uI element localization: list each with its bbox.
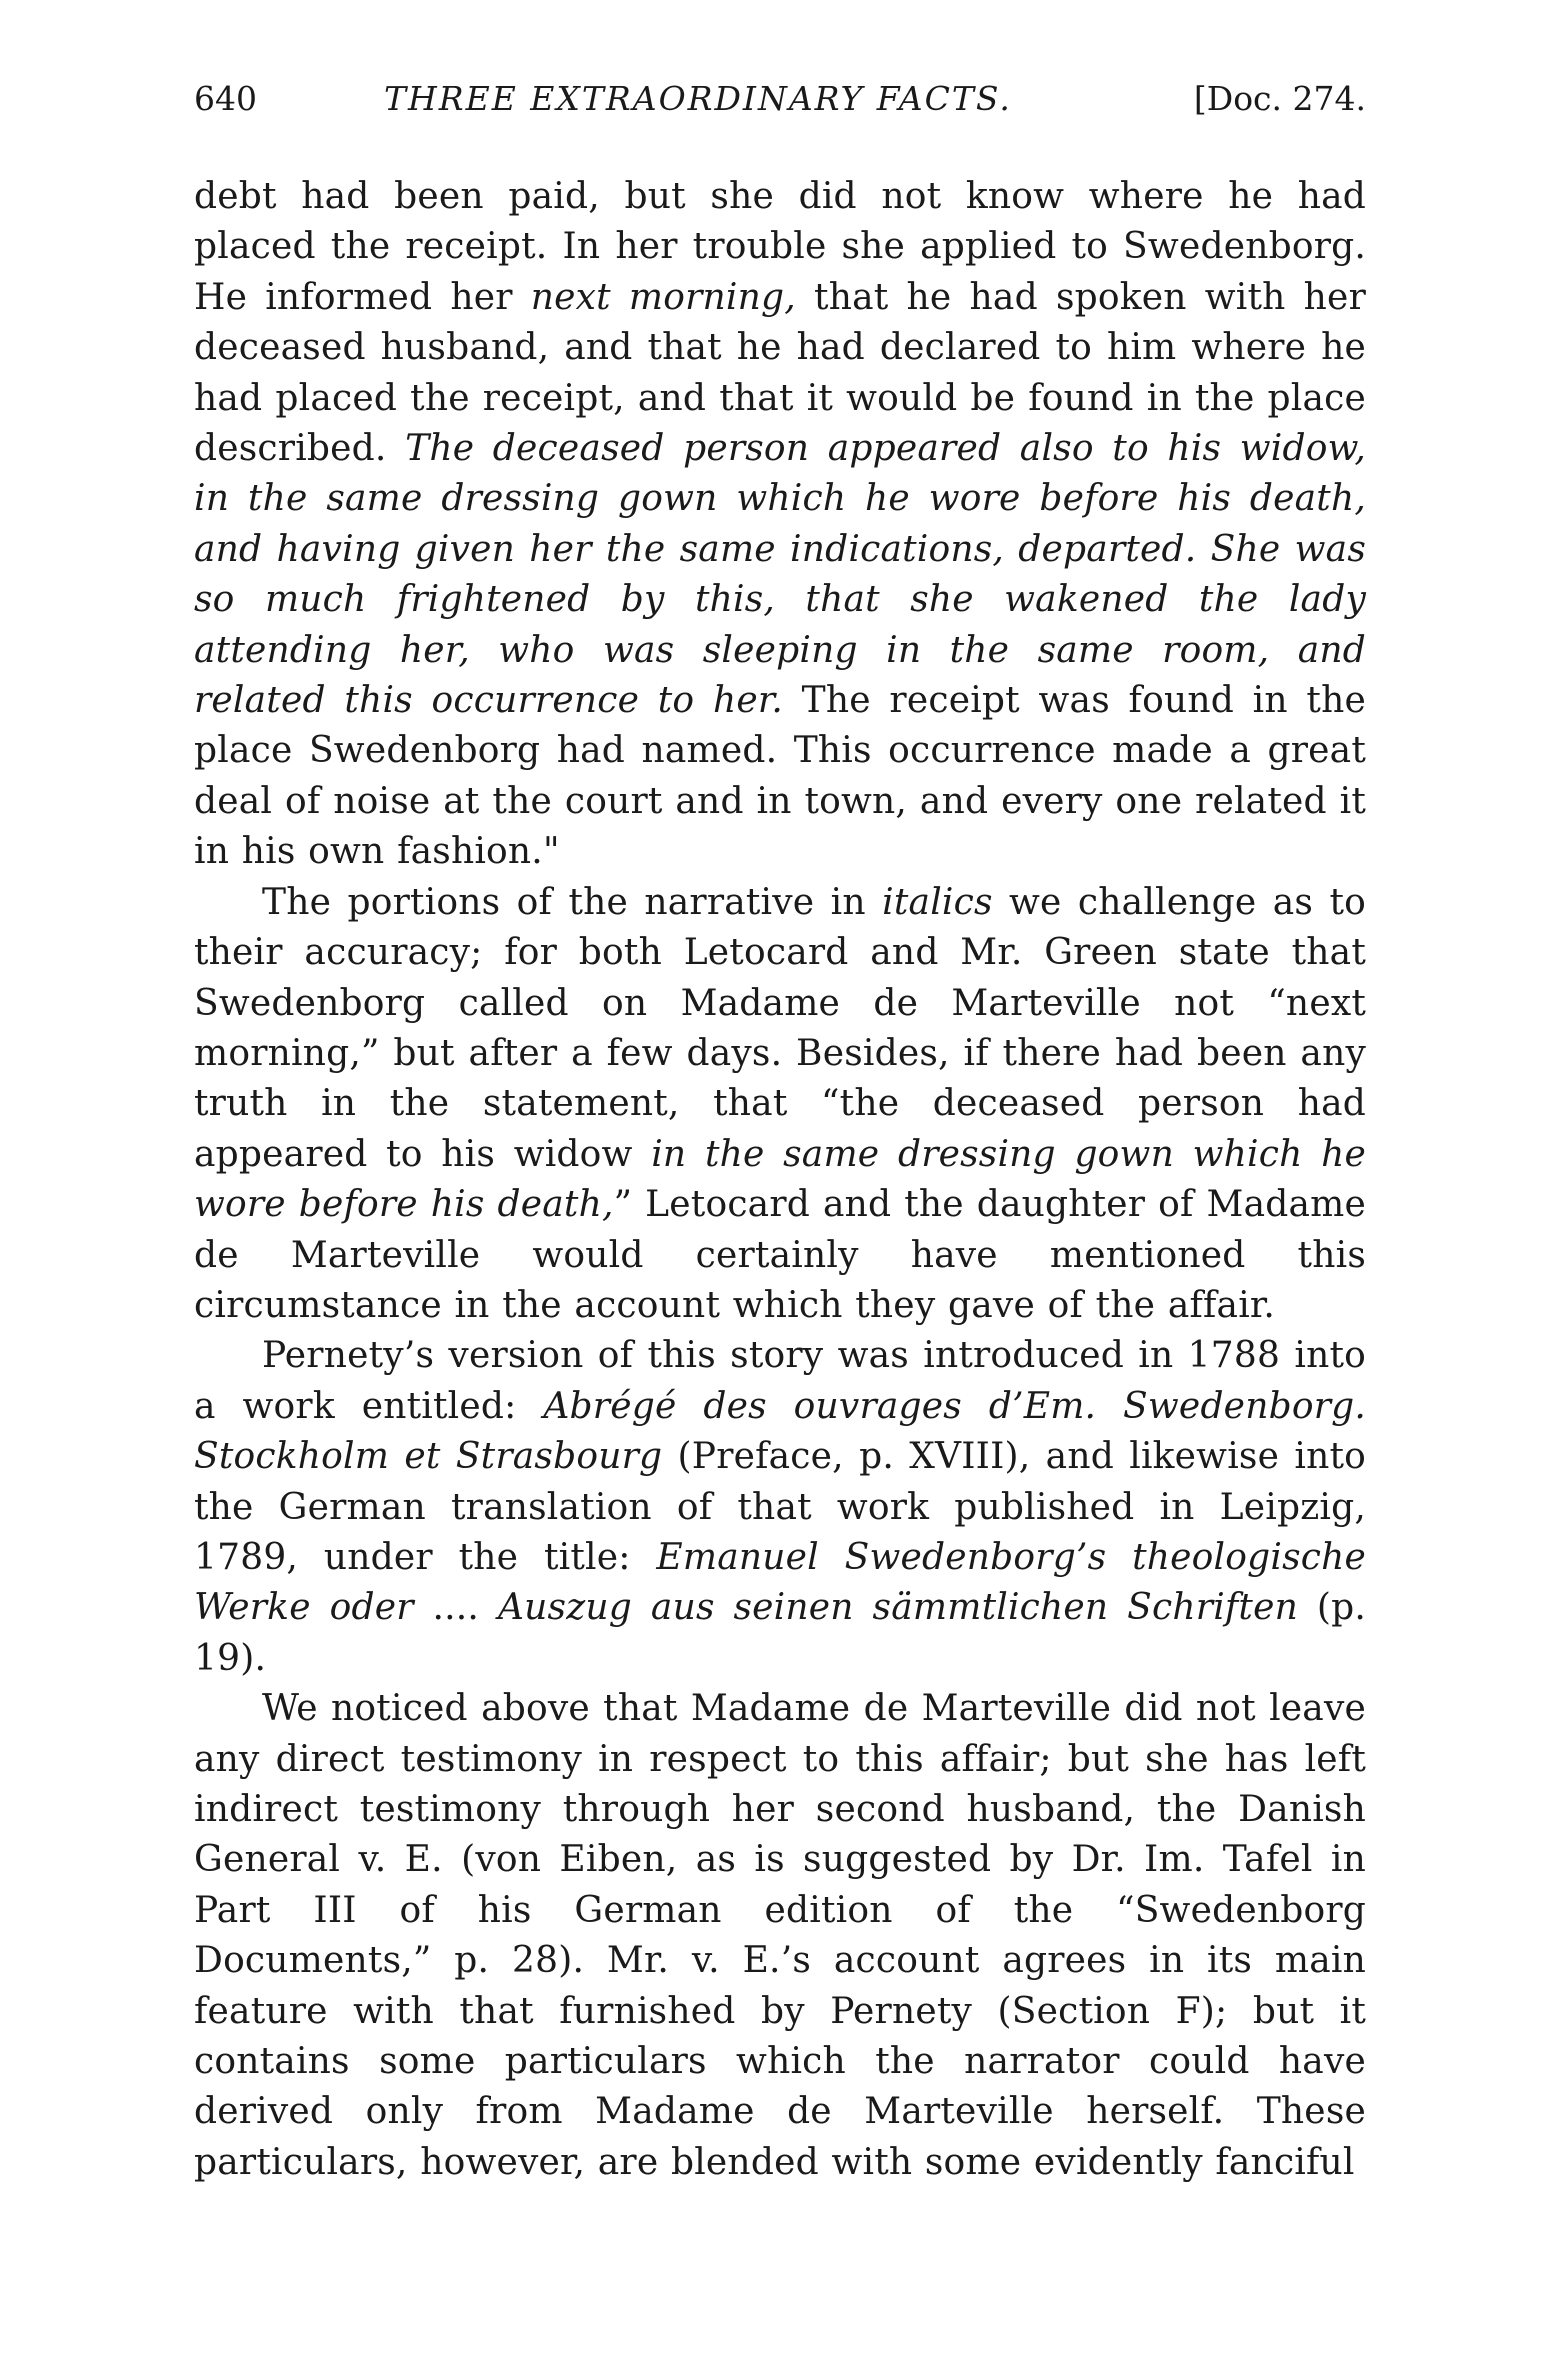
- text-run: The portions of the narrative in: [262, 881, 883, 923]
- text-run: we challenge as to their accuracy; for both Letocard and Mr. Green state that Swedenborg called on Madame de Marteville not “next morning,” but after a few days. Besides, if there had been any truth in the statement, that “the deceased person had appeared to his widow: [194, 881, 1367, 1175]
- running-header: [194, 70, 1366, 128]
- page-number: 640: [194, 79, 257, 118]
- text-run: ....: [413, 1587, 498, 1629]
- paragraph-3: [194, 1331, 1366, 1684]
- body-text: [194, 172, 1366, 2188]
- document-reference: [Doc. 274.: [1193, 79, 1366, 118]
- italic-text: Emanuel Swedenborg’s theologische Werke oder: [194, 1536, 1366, 1629]
- text-run: The receipt was found in the place Swedenborg had named. This occurrence made a great deal of noise at the court and in town, and every one related it in his own fashion.": [194, 680, 1366, 873]
- text-run: that he had spoken with her deceased husband, and that he had declared to him where he had placed the receipt, and that it would be found in the place described.: [194, 276, 1366, 470]
- italic-text: Abrégé des ouvrages d’Em. Swedenborg. Stockholm et Strasbourg: [194, 1385, 1366, 1478]
- text-run: We noticed above that Madame de Marteville did not leave any direct testimony in respect to this affair; but she has left indirect testimony through her second husband, the Danish General v. E. (von Eiben, as is suggested by Dr. Im. Tafel in Part III of his German edition of the “Swedenborg Documents,” p. 28). Mr. v. E.’s account agrees in its main feature with that furnished by Pernety (Section F); but it contains some particulars which the narrator could have derived only from Madame de Marteville herself. These particulars, however, are blended with some evidently fanciful: [194, 1688, 1366, 2183]
- text-run: debt had been paid, but she did not know where he had placed the receipt. In her trouble she applied to Swedenborg. He informed her: [194, 176, 1366, 318]
- text-run: (Preface, p. XVIII), and likewise into the German translation of that work published in Leipzig, 1789, under the title:: [194, 1436, 1367, 1578]
- paragraph-2: [194, 878, 1366, 1332]
- paragraph-1: [194, 172, 1366, 878]
- running-title: THREE EXTRAORDINARY FACTS.: [384, 79, 1012, 118]
- italic-text: next morning,: [530, 276, 796, 318]
- text-run: Pernety’s version of this story was introduced in 1788 into a work entitled:: [194, 1335, 1366, 1427]
- paragraph-4: [194, 1684, 1366, 2188]
- italic-text: italics: [882, 881, 993, 923]
- italic-text: The deceased person appeared also to his widow, in the same dressing gown which he wore before his death, and having given her the same indications, departed. She was so much frightened by this, that she wakened the lady attending her, who was sleeping in the same room, and related this occurrence to her.: [194, 428, 1366, 722]
- text-run: ” Letocard and the daughter of Madame de Marteville would certainly have mentioned this circumstance in the account which they gave of the affair.: [194, 1184, 1366, 1326]
- book-page: [194, 70, 1366, 2188]
- italic-text: in the same dressing gown which he wore before his death,: [194, 1133, 1366, 1226]
- italic-text: Auszug aus seinen sämmtlichen Schriften: [497, 1587, 1298, 1629]
- text-run: (p. 19).: [194, 1587, 1367, 1679]
